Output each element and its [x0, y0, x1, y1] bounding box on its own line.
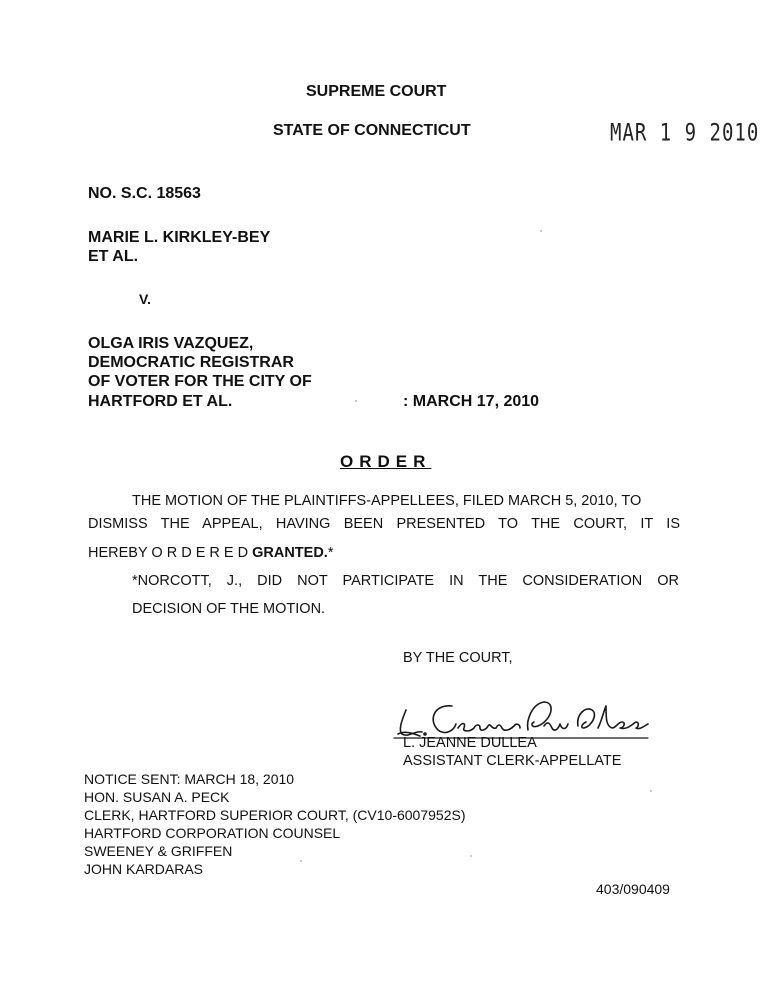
notice-line-3: CLERK, HARTFORD SUPERIOR COURT, (CV10-6007952S)	[84, 807, 466, 823]
scan-speck	[300, 860, 302, 862]
plaintiff-name: MARIE L. KIRKLEY-BEY	[88, 229, 271, 246]
order-text-line-1: THE MOTION OF THE PLAINTIFFS-APPELLEES, FILED MARCH 5, 2010, TO	[132, 493, 642, 509]
notice-line-2: HON. SUSAN A. PECK	[84, 789, 230, 805]
scan-speck	[470, 855, 472, 857]
scan-speck	[540, 230, 542, 232]
by-the-court: BY THE COURT,	[403, 650, 513, 666]
footnote-line-1: *NORCOTT, J., DID NOT PARTICIPATE IN THE CONSIDERATION OR	[132, 573, 679, 589]
footnote-line-2: DECISION OF THE MOTION.	[132, 601, 326, 617]
defendant-line-1: OLGA IRIS VAZQUEZ,	[88, 335, 254, 352]
state-name: STATE OF CONNECTICUT	[273, 122, 471, 139]
docket-number: NO. S.C. 18563	[88, 185, 201, 202]
received-date-stamp: MAR 1 9 2010	[610, 119, 760, 147]
notice-line-4: HARTFORD CORPORATION COUNSEL	[84, 825, 341, 841]
order-date: : MARCH 17, 2010	[403, 393, 540, 410]
order-text-line-2: DISMISS THE APPEAL, HAVING BEEN PRESENTED TO THE COURT, IT IS	[88, 516, 680, 532]
signer-name: L. JEANNE DULLEA	[403, 735, 537, 751]
document-number: 403/090409	[596, 881, 670, 897]
order-text-line-3	[88, 545, 334, 561]
notice-line-6: JOHN KARDARAS	[84, 861, 204, 877]
footnote-marker: *	[327, 545, 334, 561]
scan-speck	[650, 790, 652, 792]
notice-line-5: SWEENEY & GRIFFEN	[84, 843, 233, 859]
defendant-line-3: OF VOTER FOR THE CITY OF	[88, 373, 312, 390]
court-name: SUPREME COURT	[306, 83, 447, 100]
notice-line-1: NOTICE SENT: MARCH 18, 2010	[84, 771, 295, 787]
granted-word: GRANTED.	[252, 545, 328, 561]
defendant-line-4: HARTFORD ET AL.	[88, 393, 233, 410]
plaintiff-et-al: ET AL.	[88, 248, 139, 265]
order-title: ORDER	[340, 452, 432, 471]
signer-title: ASSISTANT CLERK-APPELLATE	[403, 753, 622, 769]
defendant-line-2: DEMOCRATIC REGISTRAR	[88, 354, 294, 371]
versus: V.	[139, 291, 151, 307]
ordered-phrase: HEREBY O R D E R E D	[88, 545, 249, 561]
scan-speck	[355, 400, 357, 402]
